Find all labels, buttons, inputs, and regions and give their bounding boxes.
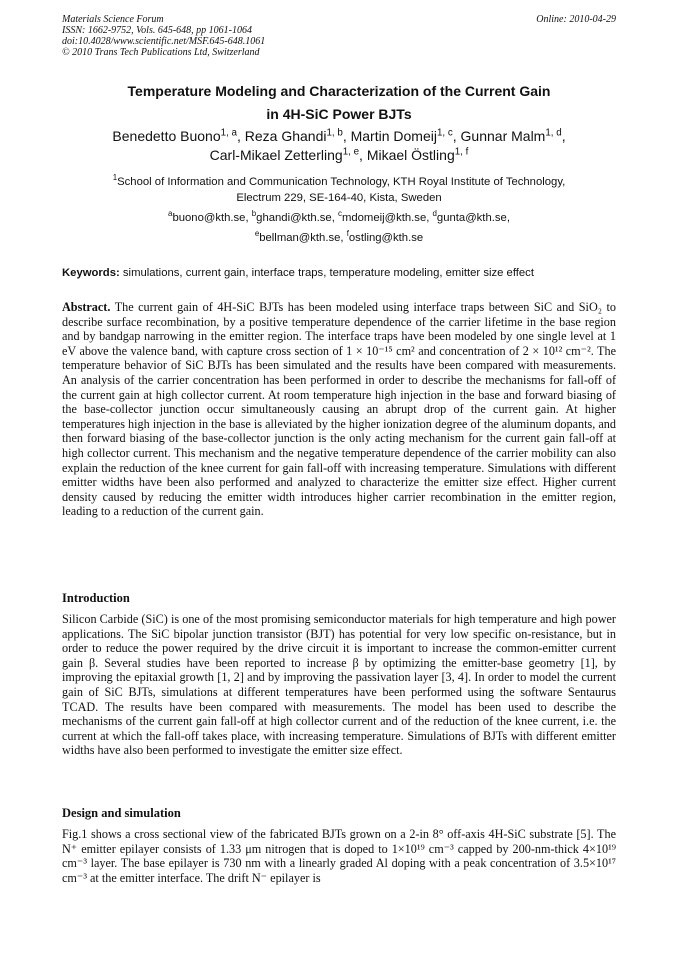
keywords xyxy=(62,266,622,280)
email-mark: d xyxy=(432,209,437,219)
email-address: mdomeij@kth.se xyxy=(341,212,427,224)
email-separator: , xyxy=(426,212,433,224)
title-line-1: Temperature Modeling and Characterization of the Current Gain xyxy=(127,83,551,99)
author-separator: , xyxy=(236,128,245,144)
author-name: Reza Ghandi xyxy=(244,128,327,144)
online-date: Online: 2010-04-29 xyxy=(536,14,616,25)
section-heading-introduction: Introduction xyxy=(62,591,130,605)
email-entry xyxy=(251,209,338,224)
abstract-text: The current gain of 4H-SiC BJTs has been modeled using interface traps between SiC and SiO₂ to describe surface recombination, by a positive temperature dependence of the carrier lifetime in the base region and by bandgap narrowing in the emitter region. The interface traps have been modeled by one single level at 1 eV above the valence band, with capture cross section of 1 × 10⁻¹⁵ cm² and concentration of 2 × 10¹² cm⁻². The temperature behavior of SiC BJTs has been simulated and the results have been compared with measurements. An analysis of the carrier concentration has been performed in order to describe the mechanisms for fall-off of the current gain at high collector current. At room temperature high injection in the base and forward biasing of the base-collector junction occur simultaneously causing an abrupt drop of the current gain. At higher temperatures high injection in the base is alleviated by the higher ionization degree of the aluminum dopants, and then forward biasing of the base-collector junction is the only acting mechanism for the current gain fall-off at high collector current. This mechanism and the negative temperature dependence of the carrier mobility can also explain the reduction of the knee current for gain fall-off with increasing temperature. Simulations with different emitter widths have been also performed and analyzed to characterize the emitter size effect. Higher current density caused by reducing the emitter width introduces higher carrier recombination in the emitter region, leading to a reduction of the current gain. xyxy=(62,300,616,519)
author-separator: , xyxy=(561,128,566,144)
journal-name: Materials Science Forum xyxy=(62,14,164,25)
author-affil-mark: 1, b xyxy=(326,127,343,139)
email-list xyxy=(62,208,616,248)
author-separator: , xyxy=(452,128,461,144)
email-entry xyxy=(168,209,252,224)
author xyxy=(367,147,469,163)
email-address: ghandi@kth.se xyxy=(256,212,332,224)
author-name: Carl-Mikael Zetterling xyxy=(209,147,343,163)
email-mark: e xyxy=(254,229,260,239)
keywords-text: simulations, current gain, interface traps, temperature modeling, emitter size effect xyxy=(119,267,534,279)
author-list xyxy=(62,127,616,165)
email-separator: , xyxy=(331,212,338,224)
author xyxy=(351,128,461,144)
abstract xyxy=(62,300,616,519)
author-affil-mark: 1, c xyxy=(436,127,453,139)
doi-line: doi:10.4028/www.scientific.net/MSF.645-648.1061 xyxy=(62,36,266,47)
author xyxy=(461,128,566,144)
affiliation-line-1: School of Information and Communication Technology, KTH Royal Institute of Technology, xyxy=(117,176,566,188)
email-separator: , xyxy=(506,212,510,224)
affiliation-line-2: Electrum 229, SE-164-40, Kista, Sweden xyxy=(236,192,442,204)
keywords-label: Keywords: xyxy=(62,267,120,279)
affiliation-mark: 1 xyxy=(112,173,118,183)
email-mark: b xyxy=(251,209,257,219)
issn-line: ISSN: 1662-9752, Vols. 645-648, pp 1061-1064 xyxy=(62,25,252,36)
section-heading-design: Design and simulation xyxy=(62,806,181,820)
author-name: Gunnar Malm xyxy=(460,128,546,144)
email-separator: , xyxy=(245,212,252,224)
author-affil-mark: 1, e xyxy=(342,146,360,158)
author-name: Martin Domeij xyxy=(350,128,437,144)
email-mark: a xyxy=(168,209,173,219)
author-affil-mark: 1, d xyxy=(545,127,562,139)
author-separator: , xyxy=(342,128,351,144)
title-line-2: in 4H-SiC Power BJTs xyxy=(266,106,412,122)
journal-header xyxy=(62,14,616,58)
author xyxy=(245,128,351,144)
email-entry xyxy=(432,209,510,224)
author-affil-mark: 1, a xyxy=(220,127,237,139)
author xyxy=(112,128,244,144)
design-text: Fig.1 shows a cross sectional view of the fabricated BJTs grown on a 2-in 8° off-axis 4H-SiC substrate [5]. The N⁺ emitter epilayer consists of 1.33 μm nitrogen that is doped to 1×10¹⁹ cm⁻³ capped by 200-nm-thick 4×10¹⁹ cm⁻³ layer. The base epilayer is 730 nm with a linearly graded Al doping with a peak concentration of 3.5×10¹⁷ cm⁻³ at the emitter interface. The drift N⁻ epilayer is xyxy=(62,827,616,885)
email-address: gunta@kth.se xyxy=(436,212,507,224)
email-address: buono@kth.se xyxy=(172,212,246,224)
email-mark: c xyxy=(337,209,342,219)
author-name: Benedetto Buono xyxy=(112,128,221,144)
email-entry xyxy=(346,229,424,244)
author-name: Mikael Östling xyxy=(366,147,455,163)
email-address: bellman@kth.se xyxy=(259,232,341,244)
affiliation xyxy=(62,174,616,206)
email-mark: f xyxy=(346,229,349,239)
abstract-label: Abstract. xyxy=(62,300,111,314)
paper-title xyxy=(62,80,616,126)
email-address: ostling@kth.se xyxy=(348,232,424,244)
author-separator: , xyxy=(359,147,367,163)
email-entry xyxy=(337,209,433,224)
email-separator: , xyxy=(340,232,347,244)
introduction-text: Silicon Carbide (SiC) is one of the most promising semiconductor materials for high temperature and high power applications. The SiC bipolar junction transistor (BJT) has potential for very low specific on-resistance, but in order to reduce the power required by the drive circuit it is important to increase the common-emitter current gain β. Several studies have been reported to increase β by optimizing the emitter-base geometry [1], by improving the epitaxial growth [1, 2] and by improving the passivation layer [3, 4]. In order to model the current gain of SiC BJTs, simulations at different temperatures have been performed using the software Sentaurus TCAD. The results have been compared with measurements. The model has been used to describe the mechanisms of the current gain fall-off at high collector current and of the reduction of the knee current, i.e. the current at which the fall-off takes place, with increasing temperature. Simulations of BJTs with different emitter widths have also been performed to investigate the emitter size effect. xyxy=(62,612,616,758)
author-affil-mark: 1, f xyxy=(454,146,469,158)
copyright-line: © 2010 Trans Tech Publications Ltd, Switzerland xyxy=(62,47,260,58)
author xyxy=(210,147,367,163)
email-entry xyxy=(254,229,347,244)
